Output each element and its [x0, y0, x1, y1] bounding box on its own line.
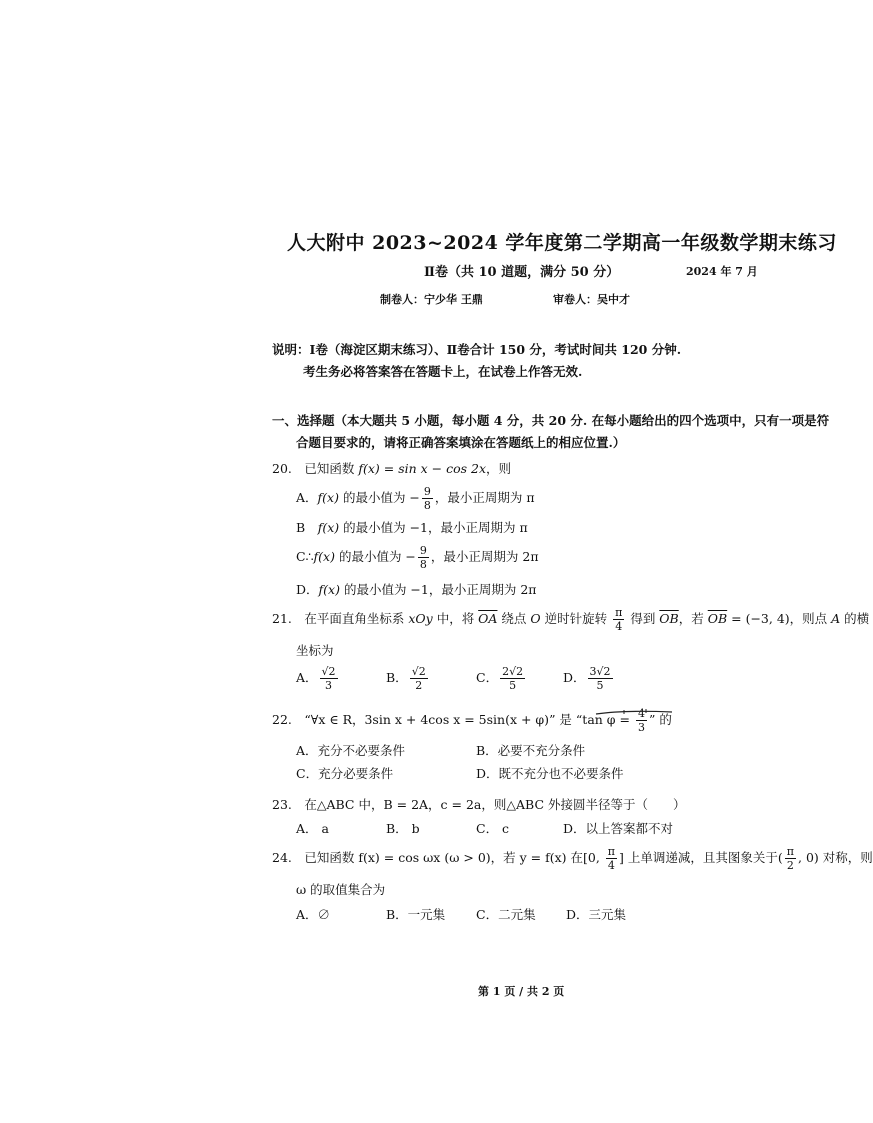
question-23-option-d[interactable]: D．以上答案都不对	[563, 821, 674, 836]
question-22-option-c[interactable]: C．充分必要条件	[296, 766, 394, 781]
page-number: 第 1 页 / 共 2 页	[478, 985, 565, 998]
question-23-option-a[interactable]: A． a	[296, 821, 329, 836]
question-23-option-c[interactable]: C． c	[476, 821, 510, 836]
question-21-option-b[interactable]: B． $\frac{√2}{2}$	[386, 665, 426, 692]
instructions-line-2: 考生务必将答案答在答题卡上，在试卷上作答无效.	[303, 364, 583, 379]
section-header-line-2: 合题目要求的，请将正确答案填涂在答题纸上的相应位置.）	[296, 435, 626, 450]
question-24-option-b[interactable]: B．一元集	[386, 907, 446, 922]
exam-date: 2024 年 7 月	[686, 265, 758, 278]
question-21-option-c[interactable]: C． $\frac{2√2}{5}$	[476, 665, 524, 692]
question-20-stem: 20. 已知函数 f(x) = sin x − cos 2x，则	[272, 461, 512, 476]
volume-info: Ⅱ卷（共 10 道题，满分 50 分）	[424, 265, 620, 280]
question-23-option-b[interactable]: B． b	[386, 821, 420, 836]
question-22-stem: 22. “∀x ∈ R，3sin x + 4cos x = 5sin(x + φ)” 是 “tan φ = $\frac{4}{3}$ ” 的	[272, 707, 672, 734]
question-20-option-b[interactable]: B f(x) 的最小值为 −1，最小正周期为 π	[296, 520, 528, 535]
question-24-option-a[interactable]: A．∅	[296, 907, 331, 922]
question-21-option-d[interactable]: D． $\frac{3√2}{5}$	[563, 665, 611, 692]
question-20-option-d[interactable]: D．f(x) 的最小值为 −1，最小正周期为 2π	[296, 582, 537, 597]
section-header-line-1: 一、选择题（本大题共 5 小题，每小题 4 分，共 20 分. 在每小题给出的四个选项中，只有一项是符	[272, 413, 830, 428]
question-21-option-a[interactable]: A． $\frac{√2}{3}$	[296, 665, 336, 692]
instructions-line-1: 说明：Ⅰ卷（海淀区期末练习）、Ⅱ卷合计 150 分，考试时间共 120 分钟.	[272, 342, 682, 357]
question-20-option-a[interactable]: A．f(x) 的最小值为 − $\frac{9}{8}$ ，最小正周期为 π	[296, 485, 535, 512]
question-24-option-c[interactable]: C．二元集	[476, 907, 536, 922]
question-21-stem-line-2: 坐标为	[296, 643, 334, 658]
question-22-option-b[interactable]: B．必要不充分条件	[476, 743, 586, 758]
question-24-stem: 24. 已知函数 f(x) = cos ωx (ω > 0)，若 y = f(x) 在[0, $\frac{\pi}{4}$ ] 上单调递减，且其图象关于( $\frac{\pi}{2}$ , 0) 对称，则	[272, 845, 873, 872]
question-22-option-a[interactable]: A．充分不必要条件	[296, 743, 406, 758]
question-22-option-d[interactable]: D．既不充分也不必要条件	[476, 766, 624, 781]
question-20-option-c[interactable]: C∴f(x) 的最小值为 − $\frac{9}{8}$ ，最小正周期为 2π	[296, 544, 539, 571]
author-line: 制卷人：宁少华 王鼎	[380, 293, 483, 306]
question-23-stem: 23. 在△ABC 中，B = 2A，c = 2a，则△ABC 外接圆半径等于（ ）	[272, 797, 686, 812]
question-24-stem-line-2: ω 的取值集合为	[296, 882, 386, 897]
question-21-stem: 21. 在平面直角坐标系 xOy 中，将 $\overline{OA}$ 绕点 O 逆时针旋转 $\frac{\pi}{4}$ 得到 $\overline{OB}$，若 $\overline{OB} = (-3$, 4)，则点 A 的横	[272, 606, 870, 633]
scan-pen-mark	[594, 705, 674, 719]
question-24-option-d[interactable]: D．三元集	[566, 907, 627, 922]
reviewer-line: 审卷人：吴中才	[553, 293, 630, 306]
page-title: 人大附中 2023~2024 学年度第二学期高一年级数学期末练习	[287, 232, 837, 254]
